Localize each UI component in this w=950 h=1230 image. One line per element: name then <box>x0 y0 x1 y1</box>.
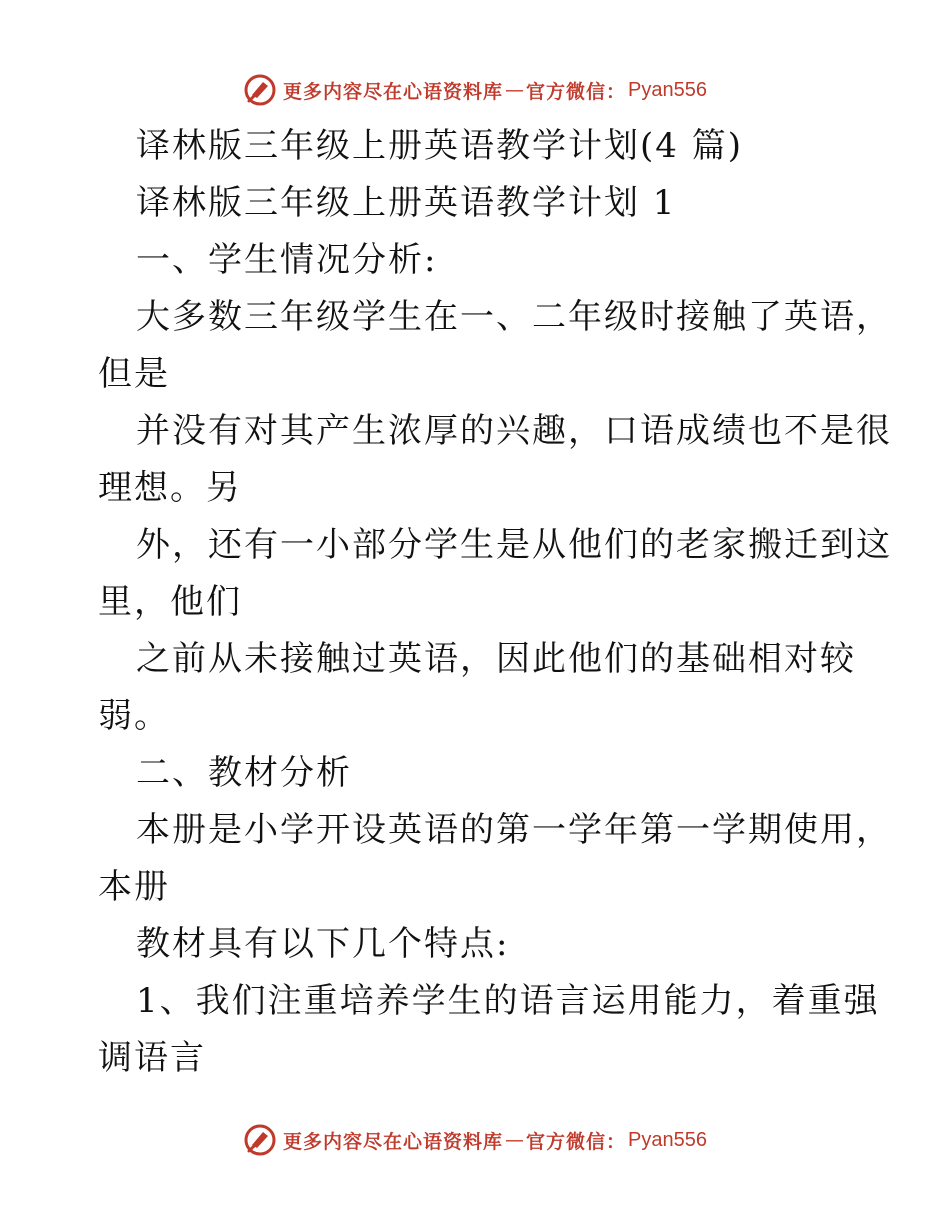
document-line: 外，还有一小部分学生是从他们的老家搬迁到这 <box>136 525 892 565</box>
banner-brand-text: 更多内容尽在心语资料库 <box>283 1130 504 1153</box>
banner-brand-text: 更多内容尽在心语资料库 <box>283 80 504 103</box>
document-line: 里，他们 <box>98 582 242 622</box>
document-line: 调语言 <box>98 1038 206 1078</box>
banner-wechat-id: Pyan556 <box>628 78 707 101</box>
document-line: 本册是小学开设英语的第一学年第一学期使用， <box>136 810 892 850</box>
banner-separator: — <box>505 79 525 101</box>
document-line: 1、我们注重培养学生的语言运用能力，着重强 <box>136 981 880 1021</box>
document-line: 理想。另 <box>98 468 242 508</box>
document-line: 但是 <box>98 354 170 394</box>
document-line: 本册 <box>98 867 170 907</box>
banner-wechat-id: Pyan556 <box>628 1128 707 1151</box>
document-line: 二、教材分析 <box>136 753 352 793</box>
header-watermark-banner <box>0 70 950 110</box>
document-line: 弱。 <box>98 696 170 736</box>
document-line: 一、学生情况分析: <box>136 240 438 280</box>
document-body <box>98 118 892 1087</box>
banner-official-label: 官方微信： <box>526 80 627 103</box>
brand-logo-icon <box>243 1123 277 1157</box>
document-line: 译林版三年级上册英语教学计划 1 <box>136 183 677 223</box>
document-line: 教材具有以下几个特点: <box>136 924 510 964</box>
document-line: 之前从未接触过英语，因此他们的基础相对较 <box>136 639 856 679</box>
document-line: 大多数三年级学生在一、二年级时接触了英语， <box>136 297 892 337</box>
document-line: 译林版三年级上册英语教学计划(4 篇) <box>136 126 743 166</box>
brand-logo-icon <box>243 73 277 107</box>
banner-separator: — <box>505 1129 525 1151</box>
document-line: 并没有对其产生浓厚的兴趣，口语成绩也不是很 <box>136 411 892 451</box>
footer-watermark-banner <box>0 1120 950 1160</box>
banner-official-label: 官方微信： <box>526 1130 627 1153</box>
